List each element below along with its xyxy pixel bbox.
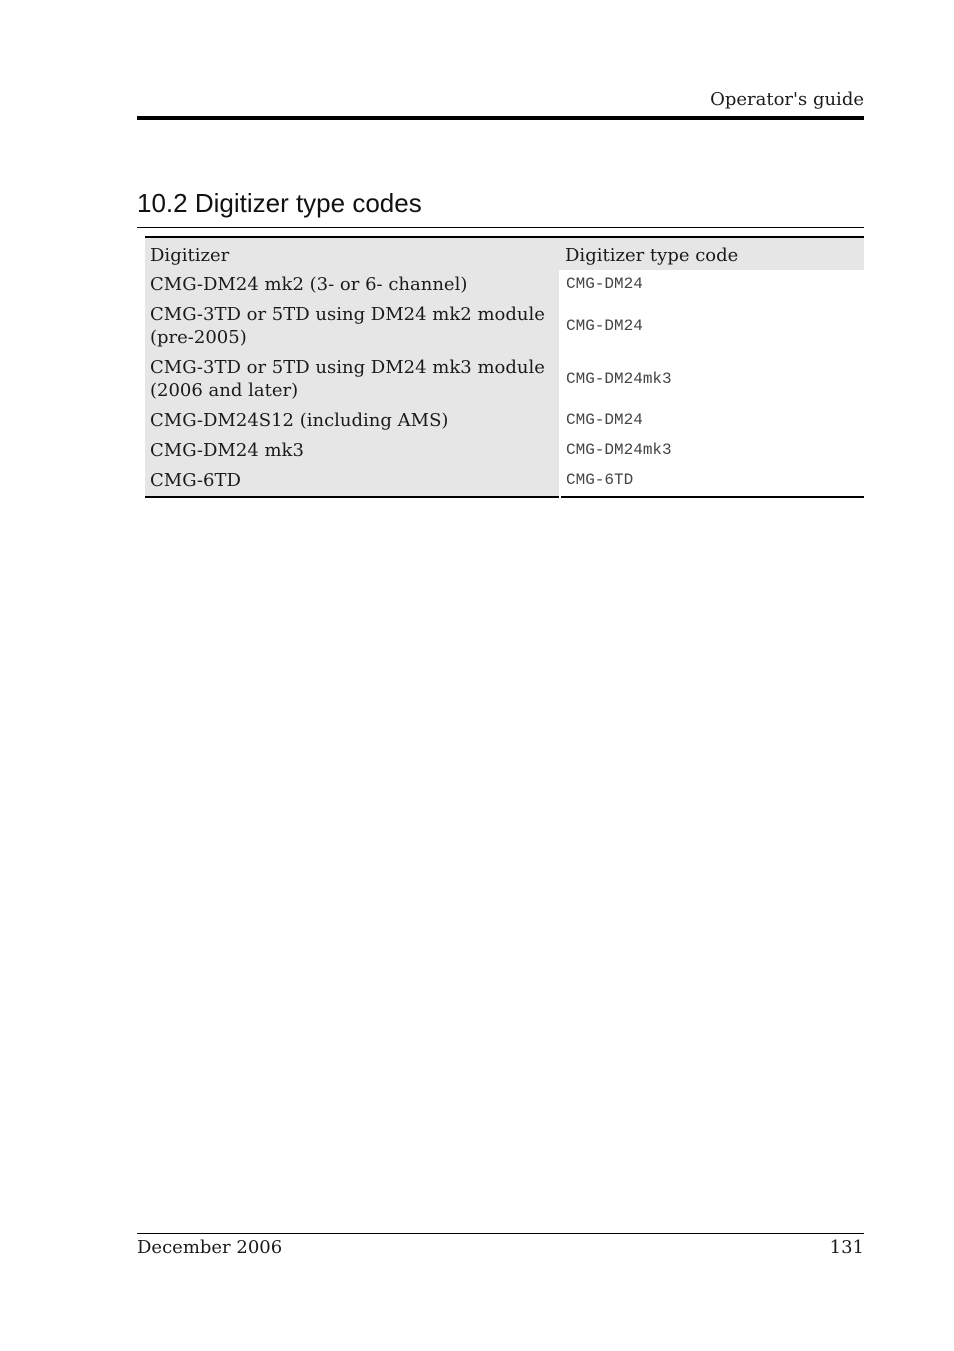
table-row (145, 270, 864, 300)
type-code-cell: CMG-DM24mk3 (560, 353, 864, 406)
column-header-type-code: Digitizer type code (560, 237, 864, 270)
digitizer-cell: CMG-3TD or 5TD using DM24 mk3 module (2006 and later) (145, 353, 560, 406)
table-row (145, 353, 864, 406)
table-row (145, 406, 864, 436)
table-row (145, 466, 864, 497)
table-row (145, 436, 864, 466)
type-code-cell: CMG-6TD (560, 466, 864, 497)
table-row (145, 300, 864, 353)
table-header-row (145, 237, 864, 270)
digitizer-cell: CMG-6TD (145, 466, 560, 497)
header-rule (137, 116, 864, 120)
digitizer-type-table (145, 236, 864, 498)
running-header: Operator's guide (710, 89, 864, 110)
digitizer-cell: CMG-3TD or 5TD using DM24 mk2 module (pre-2005) (145, 300, 560, 353)
digitizer-table-container (145, 236, 864, 498)
type-code-cell: CMG-DM24 (560, 406, 864, 436)
digitizer-cell: CMG-DM24 mk2 (3- or 6- channel) (145, 270, 560, 300)
type-code-cell: CMG-DM24 (560, 300, 864, 353)
page-number: 131 (829, 1237, 864, 1258)
type-code-cell: CMG-DM24mk3 (560, 436, 864, 466)
digitizer-cell: CMG-DM24 mk3 (145, 436, 560, 466)
footer-date: December 2006 (137, 1237, 283, 1258)
footer-rule (137, 1233, 864, 1234)
column-header-digitizer: Digitizer (145, 237, 560, 270)
digitizer-cell: CMG-DM24S12 (including AMS) (145, 406, 560, 436)
title-rule (137, 227, 864, 228)
section-title: 10.2 Digitizer type codes (137, 188, 422, 218)
type-code-cell: CMG-DM24 (560, 270, 864, 300)
